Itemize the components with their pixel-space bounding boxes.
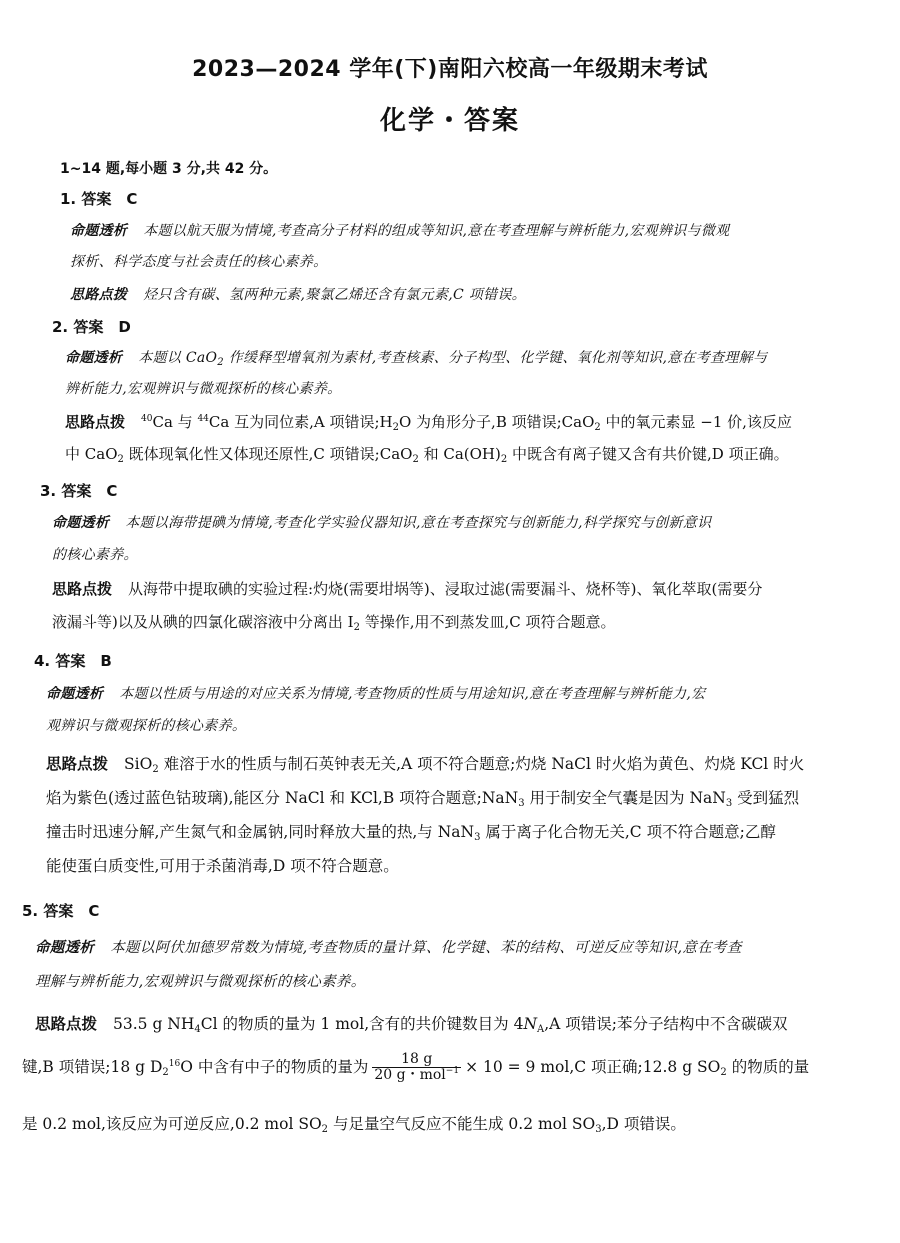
q3-hint-line2: 液漏斗等)以及从碘的四氯化碳溶液中分离出 $I_2$ 等操作,用不到蒸发皿,C 项符合题意。 xyxy=(52,613,616,633)
q3-analysis-line1: 命题透析 本题以海带提碘为情境,考查化学实验仪器知识,意在考查探究与创新能力,科学探究与创新意识 xyxy=(52,515,712,531)
analysis-label: 命题透析 xyxy=(52,515,110,531)
q5-analysis-line2: 理解与辨析能力,宏观辨识与微观探析的核心素养。 xyxy=(35,974,366,990)
q3-analysis-line2: 的核心素养。 xyxy=(52,547,138,563)
q3-answer-header: 3. 答案 C xyxy=(40,482,118,500)
q1-answer-header: 1. 答案 C xyxy=(60,190,138,208)
q2-analysis-line1: 命题透析 本题以 CaO$_2$ 作缓释型增氧剂为素材,考查核素、分子构型、化学键、氧化剂等知识,意在考查理解与 xyxy=(65,350,768,368)
hint-label: 思路点拨 xyxy=(70,287,128,303)
analysis-label: 命题透析 xyxy=(46,686,104,702)
q2-hint-line1: 思路点拨 $^{40}$Ca 与 $^{44}$Ca 互为同位素,A 项错误$;H_2O$ 为角形分子,B 项错误;CaO$_2$ 中的氧元素显 −1 价,该反应 xyxy=(65,413,792,433)
q2-answer-header: 2. 答案 D xyxy=(52,318,131,336)
exam-title: 2023—2024 学年(下)南阳六校高一年级期末考试 xyxy=(192,57,708,82)
q4-answer-header: 4. 答案 B xyxy=(34,652,112,670)
q5-hint-line1: 思路点拨 53.5 g $NH_4Cl$ 的物质的量为 1 mol,含有的共价键数目为 $4N_A,A$ 项错误;苯分子结构中不含碳碳双 xyxy=(35,1015,788,1035)
q4-hint-line2: 焰为紫色(透过蓝色钴玻璃),能区分 NaCl 和 KCl,B 项符合题意;NaN$_3$ 用于制安全气囊是因为 NaN$_3$ 受到猛烈 xyxy=(46,789,800,809)
q5-hint-line2: 键,B 项错误;18 g $D_2^{16}O$ 中含有中子的物质的量为 $\frac{18 g}{20 g・mol^{-1}}$ × 10 = 9 mol,C 项正确;12.8 g $SO_2$ 的物质的量 xyxy=(22,1051,810,1084)
q4-hint-line1: 思路点拨 SiO$_2$ 难溶于水的性质与制石英钟表无关,A 项不符合题意;灼烧 NaCl 时火焰为黄色、灼烧 KCl 时火 xyxy=(46,755,805,775)
hint-label: 思路点拨 xyxy=(52,580,113,598)
q5-analysis-line1: 命题透析 本题以阿伏加德罗常数为情境,考查物质的量计算、化学键、苯的结构、可逆反应等知识,意在考查 xyxy=(35,940,742,956)
analysis-label: 命题透析 xyxy=(65,350,123,366)
hint-label: 思路点拨 xyxy=(46,755,109,773)
analysis-label: 命题透析 xyxy=(70,223,128,239)
q3-hint-line1: 思路点拨 从海带中提取碘的实验过程:灼烧(需要坩埚等)、浸取过滤(需要漏斗、烧杯等)、氧化萃取(需要分 xyxy=(52,580,763,598)
q4-analysis-line2: 观辨识与微观探析的核心素养。 xyxy=(46,718,247,734)
q4-analysis-line1: 命题透析 本题以性质与用途的对应关系为情境,考查物质的性质与用途知识,意在考查理解与辨析能力,宏 xyxy=(46,686,706,702)
q5-hint-line3: 是 0.2 mol,该反应为可逆反应,0.2 mol $SO_2$ 与足量空气反应不能生成 0.2 mol $SO_3,D$ 项错误。 xyxy=(22,1115,686,1135)
q2-hint-line2: 中 CaO$_2$ 既体现氧化性又体现还原性,C 项错误;CaO$_2$ 和 $Ca(OH)_2$ 中既含有离子键又含有共价键,D 项正确。 xyxy=(65,445,789,465)
q1-analysis-line2: 探析、科学态度与社会责任的核心素养。 xyxy=(70,254,328,270)
q5-answer-header: 5. 答案 C xyxy=(22,902,100,920)
hint-label: 思路点拨 xyxy=(65,413,126,431)
q2-analysis-line2: 辨析能力,宏观辨识与微观探析的核心素养。 xyxy=(65,381,342,397)
q1-analysis-text1: 本题以航天服为情境,考查高分子材料的组成等知识,意在考查理解与辨析能力,宏观辨识与微观 xyxy=(143,223,730,239)
answer-subtitle: 化学・答案 xyxy=(379,106,520,136)
intro-note: 1~14 题,每小题 3 分,共 42 分。 xyxy=(60,161,278,177)
q4-hint-line3: 撞击时迅速分解,产生氮气和金属钠,同时释放大量的热,与 NaN$_3$ 属于离子化合物无关,C 项不符合题意;乙醇 xyxy=(46,823,776,843)
hint-label: 思路点拨 xyxy=(35,1015,98,1033)
analysis-label: 命题透析 xyxy=(35,940,95,956)
q1-hint-line1 xyxy=(70,284,526,304)
q4-hint-line4: 能使蛋白质变性,可用于杀菌消毒,D 项不符合题意。 xyxy=(46,857,399,875)
neutron-fraction: $\frac{18 g}{20 g・mol^{-1}}$ xyxy=(374,1051,460,1084)
q1-hint-text1: 烃只含有碳、氢两种元素,聚氯乙烯还含有氯元素,C 项错误。 xyxy=(143,287,526,303)
q1-analysis-line1 xyxy=(70,220,729,240)
